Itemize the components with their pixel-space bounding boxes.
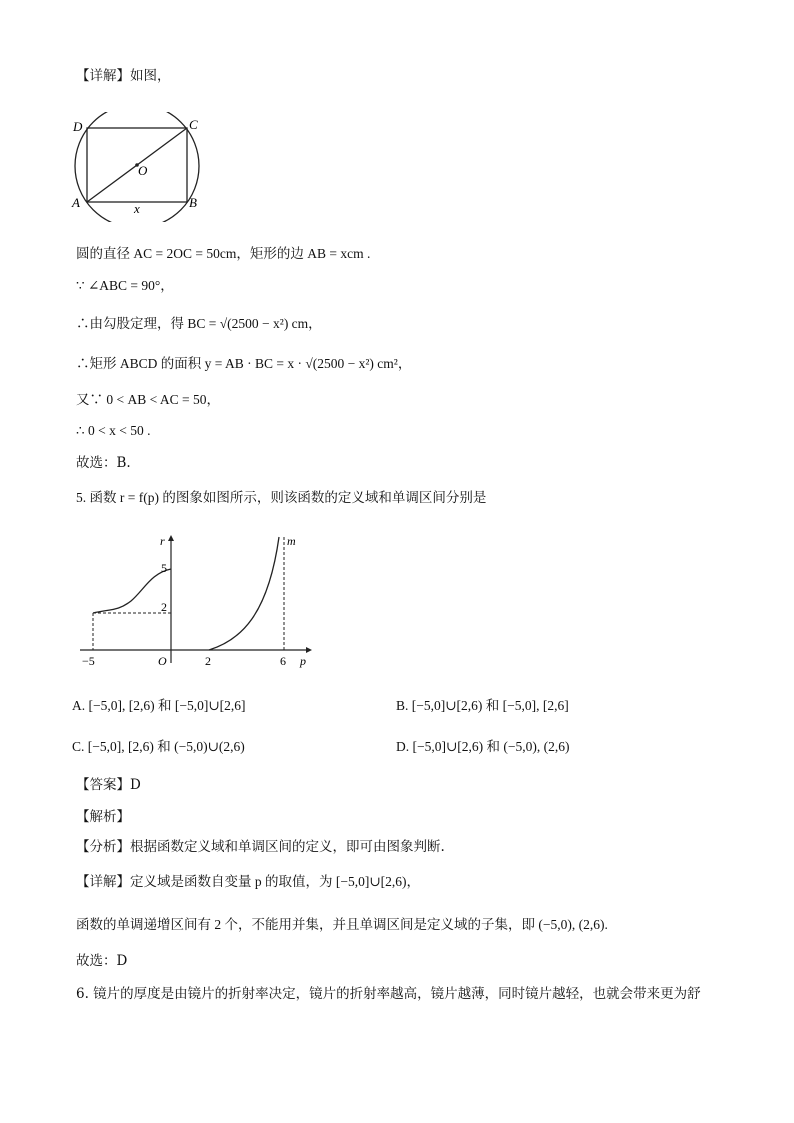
line-range-x: ∴ 0 < x < 50 . bbox=[76, 423, 151, 438]
axis-label-r: r bbox=[160, 535, 165, 548]
tick-label-origin: O bbox=[158, 654, 167, 668]
curve-right bbox=[209, 537, 279, 650]
detail-heading: 【详解】如图， bbox=[76, 68, 171, 84]
vertex-label-b: B bbox=[189, 195, 197, 210]
detail-domain: 【详解】定义域是函数自变量 p 的取值，为 [−5,0]∪[2,6)， bbox=[76, 874, 421, 889]
vertex-label-d: D bbox=[73, 119, 83, 134]
line-right-angle: ∵ ∠ABC = 90°， bbox=[76, 278, 174, 293]
option-d[interactable]: D. [−5,0]∪[2,6) 和 (−5,0), (2,6) bbox=[396, 739, 570, 754]
detail-monotonic: 函数的单调递增区间有 2 个，不能用并集，并且单调区间是定义域的子集，即 (−5,0), (2,6). bbox=[76, 917, 608, 932]
line-answer-prev: 故选：B. bbox=[76, 455, 131, 471]
p-axis-arrow bbox=[306, 647, 312, 653]
side-label-x: x bbox=[134, 201, 140, 216]
line-area: ∴矩形 ABCD 的面积 y = AB · BC = x · √(2500 − x²) cm²， bbox=[76, 356, 412, 371]
line-range-ab: 又∵ 0 < AB < AC = 50， bbox=[76, 392, 220, 407]
line-pythagoras: ∴由勾股定理，得 BC = √(2500 − x²) cm， bbox=[76, 316, 322, 331]
curve-left bbox=[93, 569, 171, 613]
tick-label-2-x: 2 bbox=[205, 654, 211, 668]
analysis-summary: 【分析】根据函数定义域和单调区间的定义，即可由图象判断. bbox=[76, 839, 445, 855]
tick-label-6: 6 bbox=[280, 654, 286, 668]
circle-rectangle-figure bbox=[66, 112, 216, 222]
analysis-label: 【解析】 bbox=[76, 809, 130, 825]
center-label-o: O bbox=[138, 163, 148, 178]
option-a[interactable]: A. [−5,0], [2,6) 和 [−5,0]∪[2,6] bbox=[72, 698, 246, 713]
vertex-label-a: A bbox=[72, 195, 80, 210]
label-m: m bbox=[287, 535, 296, 548]
r-axis-arrow bbox=[168, 535, 174, 541]
option-c[interactable]: C. [−5,0], [2,6) 和 (−5,0)∪(2,6) bbox=[72, 739, 245, 754]
option-b[interactable]: B. [−5,0]∪[2,6) 和 [−5,0], [2,6] bbox=[396, 698, 569, 713]
axis-label-p: p bbox=[300, 654, 306, 668]
function-graph-figure bbox=[76, 535, 316, 670]
vertex-label-c: C bbox=[189, 117, 198, 132]
answer-current: 故选：D bbox=[76, 953, 128, 969]
line-diameter: 圆的直径 AC = 2OC = 50cm，矩形的边 AB = xcm . bbox=[76, 246, 371, 261]
question-5-stem: 5. 函数 r = f(p) 的图象如图所示，则该函数的定义域和单调区间分别是 bbox=[76, 490, 487, 505]
tick-label-2-y: 2 bbox=[161, 600, 167, 614]
tick-label-5: 5 bbox=[161, 561, 167, 575]
tick-label-neg5: −5 bbox=[82, 654, 95, 668]
question-6-stem: 6. 镜片的厚度是由镜片的折射率决定，镜片的折射率越高，镜片越薄，同时镜片越轻，也就会带来更为舒 bbox=[76, 986, 701, 1002]
answer-label: 【答案】D bbox=[76, 777, 141, 793]
